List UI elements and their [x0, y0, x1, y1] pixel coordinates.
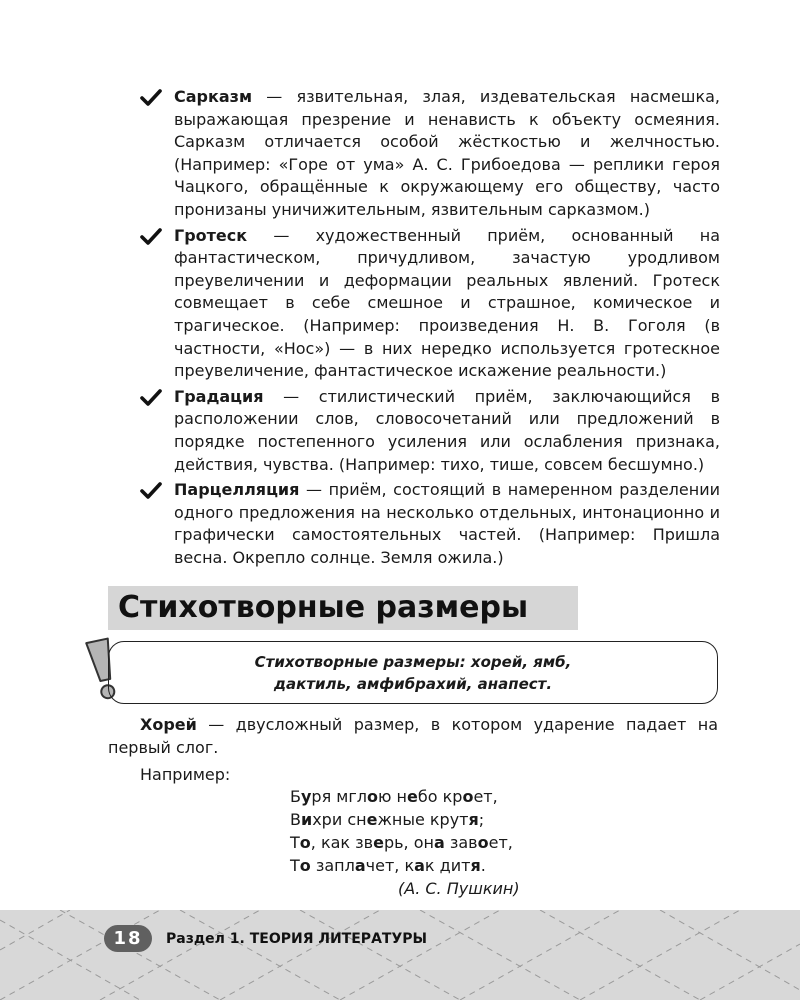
stressed-vowel: о [299, 856, 311, 875]
poem-line [290, 854, 520, 877]
poem-line [290, 808, 520, 831]
stressed-vowel: е [366, 810, 378, 829]
poem-line [290, 831, 520, 854]
stressed-vowel: а [414, 856, 425, 875]
footer [0, 910, 800, 1000]
poem-text: зав [444, 833, 478, 852]
checkmark-icon [140, 481, 162, 501]
definition-term: Парцелляция [174, 480, 300, 500]
poem-text: Б [290, 787, 301, 806]
definition-item [140, 386, 720, 476]
stressed-vowel: и [300, 810, 313, 829]
stressed-vowel: а [433, 833, 445, 852]
poem-text: хри сн [312, 810, 367, 829]
definition-item [140, 86, 720, 222]
poem-text: Т [290, 833, 300, 852]
definition-text: — стилистический приём, заключающийся в расположении слов, словосочетаний или предложений в порядке постепенного усиления или ослабления признака, действия, чувства. (Например: тихо, тише, совсем бесшумно.) [174, 386, 720, 474]
poem-text: рь, он [383, 833, 434, 852]
definition-item [140, 225, 720, 383]
definition-text: — язвительная, злая, издевательская насмешка, выражающая презрение и ненависть к объекту осмеяния. Сарказм отличается особой жёсткостью и желчностью. (Например: «Горе от ума» А. С. Грибоедова — реплики героя Чацкого, обращённые к окружающему его обществу, часто пронизаны уничижительным, язвительным сарказмом.) [174, 87, 720, 219]
stressed-vowel: а [354, 856, 366, 875]
choreus-term: Хорей [140, 715, 197, 734]
stressed-vowel: я [470, 856, 481, 875]
poem-text: Т [290, 856, 300, 875]
note-line: Стихотворные размеры: хорей, ямб, [254, 652, 572, 671]
definition-term: Градация [174, 386, 264, 406]
poem-text: . [480, 856, 486, 875]
stressed-vowel: я [468, 810, 479, 829]
note-line: дактиль, амфибрахий, анапест. [273, 674, 553, 693]
poem-text: бо кр [417, 787, 463, 806]
poem-text: запл [310, 856, 355, 875]
footer-pattern [0, 910, 800, 1000]
stressed-vowel: о [367, 787, 378, 806]
definition-item [140, 479, 720, 569]
note-box [108, 641, 718, 704]
definition-term: Гротеск [174, 225, 248, 245]
stressed-vowel: у [300, 787, 312, 806]
poem-text: В [290, 810, 301, 829]
stressed-vowel: о [299, 833, 311, 852]
checkmark-icon [140, 227, 162, 247]
poem-text: к дит [424, 856, 471, 875]
section-heading: Стихотворные размеры [118, 590, 529, 625]
poem-text: ет, [473, 787, 498, 806]
definition-text: — приём, состоящий в намеренном разделении одного предложения на несколько отдельных, интонационно и графически самостоятельных частей. (Например: Пришла весна. Окрепло солнце. Земля ожила.) [174, 480, 720, 567]
choreus-text: — двусложный размер, в котором ударение падает на первый слог. [108, 715, 718, 757]
definition-text: — художественный приём, основанный на фантастическом, причудливом, зачастую уродливом преувеличении и деформации реальных явлений. Гротеск совмещает в себе смешное и страшное, комическое и трагическое. (Например: произведения Н. В. Гоголя (в частности, «Нос») — в них нередко используется гротескное преувеличение, фантастическое искажение реальности.) [174, 225, 720, 381]
poem-text: ю н [378, 787, 408, 806]
definition-term: Сарказм [174, 87, 253, 106]
poem [290, 785, 520, 900]
poem-text: ря мгл [311, 787, 367, 806]
stressed-vowel: е [407, 787, 418, 806]
stressed-vowel: о [462, 787, 474, 806]
poem-text: ; [478, 810, 485, 829]
checkmark-icon [140, 88, 162, 108]
poem-text: жные крут [377, 810, 469, 829]
poem-attribution: (А. С. Пушкин) [398, 879, 520, 898]
poem-text: ет, [488, 833, 513, 852]
definitions-list [140, 86, 720, 569]
poem-text: , как зв [310, 833, 374, 852]
poem-line [290, 785, 520, 808]
example-label: Например: [140, 765, 231, 784]
stressed-vowel: е [373, 833, 384, 852]
footer-section-title: Раздел 1. ТЕОРИЯ ЛИТЕРАТУРЫ [166, 931, 428, 947]
poem-lines [290, 785, 520, 877]
poem-text: чет, к [365, 856, 415, 875]
stressed-vowel: о [477, 833, 489, 852]
page-number-badge: 18 [104, 925, 152, 952]
checkmark-icon [140, 388, 162, 408]
choreus-definition [108, 713, 718, 759]
